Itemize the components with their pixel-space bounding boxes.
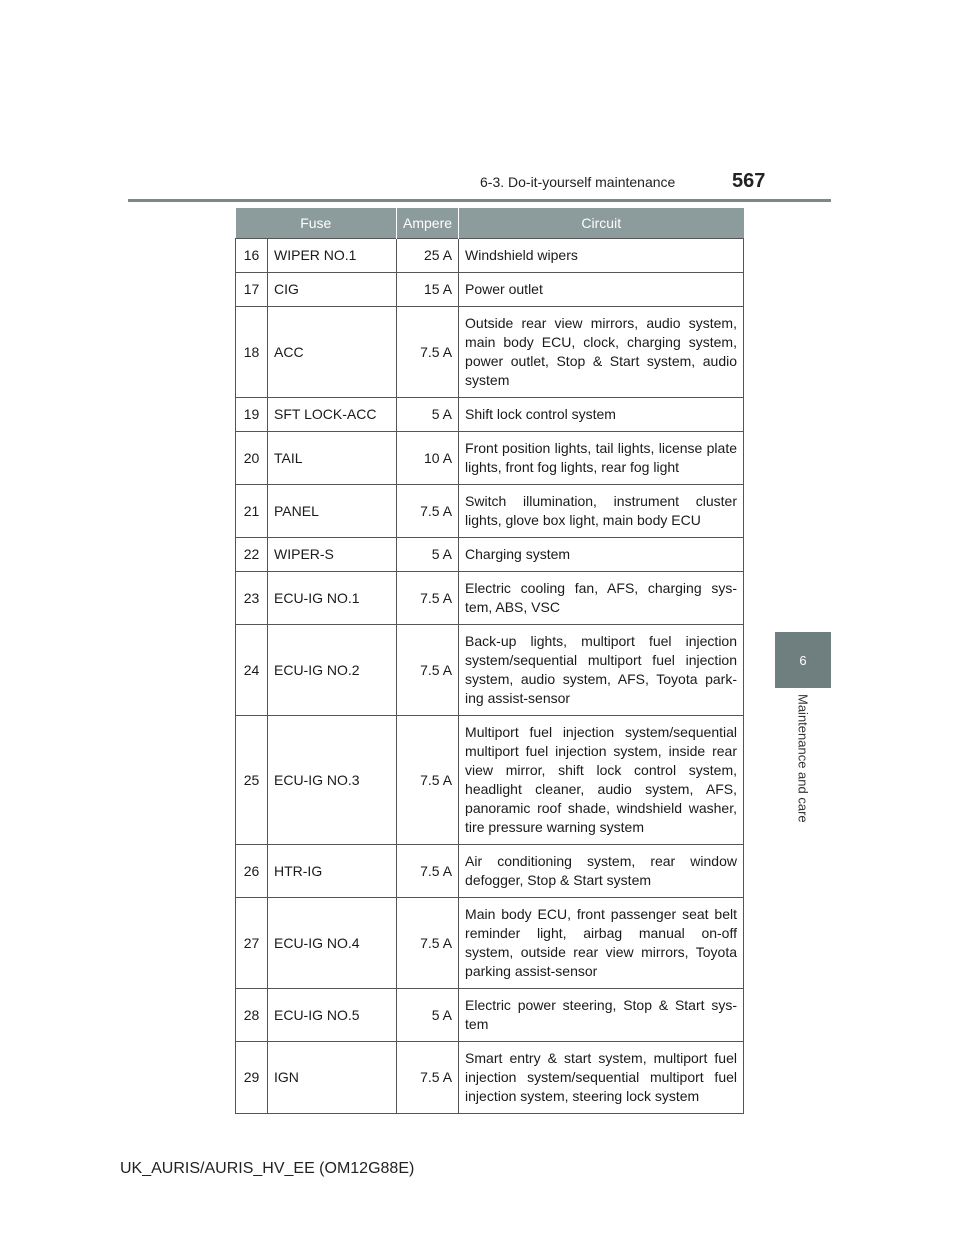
table-header-row — [236, 208, 744, 239]
fuse-circuit: Back-up lights, multiport fuel injection system/sequential multiport fuel injection system, audio system, AFS, Toyota park- ing assist-sensor — [459, 625, 744, 716]
fuse-name: SFT LOCK-ACC — [268, 398, 397, 432]
fuse-name: ECU-IG NO.1 — [268, 572, 397, 625]
fuse-ampere: 25 A — [397, 239, 459, 273]
column-header-ampere: Ampere — [397, 208, 459, 239]
fuse-name: PANEL — [268, 485, 397, 538]
fuse-ampere: 7.5 A — [397, 716, 459, 845]
fuse-circuit: Windshield wipers — [459, 239, 744, 273]
fuse-table-body — [236, 239, 744, 1114]
chapter-label — [775, 694, 831, 844]
fuse-ampere: 7.5 A — [397, 307, 459, 398]
chapter-number: 6 — [799, 652, 807, 668]
table-row — [236, 307, 744, 398]
fuse-number: 27 — [236, 898, 268, 989]
document-code: UK_AURIS/AURIS_HV_EE (OM12G88E) — [120, 1160, 415, 1177]
fuse-circuit: Air conditioning system, rear window defogger, Stop & Start system — [459, 845, 744, 898]
fuse-number: 18 — [236, 307, 268, 398]
fuse-number: 24 — [236, 625, 268, 716]
fuse-circuit: Switch illumination, instrument cluster lights, glove box light, main body ECU — [459, 485, 744, 538]
fuse-circuit: Smart entry & start system, multiport fuel injection system/sequential multiport fuel injection system, steering lock system — [459, 1042, 744, 1114]
fuse-number: 25 — [236, 716, 268, 845]
fuse-number: 21 — [236, 485, 268, 538]
fuse-circuit: Main body ECU, front passenger seat belt reminder light, airbag manual on-off system, outside rear view mirrors, Toyota parking assist-sensor — [459, 898, 744, 989]
fuse-ampere: 5 A — [397, 989, 459, 1042]
fuse-ampere: 10 A — [397, 432, 459, 485]
fuse-circuit: Multiport fuel injection system/sequential multiport fuel injection system, inside rear view mirror, shift lock control system, headlight cleaner, audio system, AFS, panoramic roof shade, windshield washer, tire pressure warning system — [459, 716, 744, 845]
chapter-label-text: Maintenance and care — [795, 694, 811, 823]
table-row — [236, 716, 744, 845]
column-header-fuse: Fuse — [236, 208, 397, 239]
fuse-name: ACC — [268, 307, 397, 398]
fuse-number: 22 — [236, 538, 268, 572]
column-header-circuit: Circuit — [459, 208, 744, 239]
fuse-number: 19 — [236, 398, 268, 432]
fuse-name: IGN — [268, 1042, 397, 1114]
table-row — [236, 432, 744, 485]
fuse-number: 16 — [236, 239, 268, 273]
fuse-circuit: Shift lock control system — [459, 398, 744, 432]
fuse-circuit: Outside rear view mirrors, audio system, main body ECU, clock, charging system, power outlet, Stop & Start system, audio system — [459, 307, 744, 398]
table-row — [236, 625, 744, 716]
fuse-ampere: 7.5 A — [397, 845, 459, 898]
fuse-number: 28 — [236, 989, 268, 1042]
table-row — [236, 898, 744, 989]
fuse-number: 20 — [236, 432, 268, 485]
fuse-number: 29 — [236, 1042, 268, 1114]
table-row — [236, 538, 744, 572]
table-row — [236, 239, 744, 273]
section-title: 6-3. Do-it-yourself maintenance — [480, 174, 676, 190]
fuse-name: ECU-IG NO.3 — [268, 716, 397, 845]
fuse-ampere: 7.5 A — [397, 572, 459, 625]
table-row — [236, 845, 744, 898]
fuse-circuit: Electric power steering, Stop & Start sys- tem — [459, 989, 744, 1042]
fuse-circuit: Front position lights, tail lights, license plate lights, front fog lights, rear fog light — [459, 432, 744, 485]
fuse-ampere: 7.5 A — [397, 898, 459, 989]
fuse-number: 26 — [236, 845, 268, 898]
fuse-circuit: Charging system — [459, 538, 744, 572]
fuse-circuit: Electric cooling fan, AFS, charging sys- tem, ABS, VSC — [459, 572, 744, 625]
fuse-name: WIPER NO.1 — [268, 239, 397, 273]
fuse-table — [235, 208, 744, 1114]
fuse-number: 17 — [236, 273, 268, 307]
fuse-name: TAIL — [268, 432, 397, 485]
fuse-name: CIG — [268, 273, 397, 307]
fuse-name: ECU-IG NO.5 — [268, 989, 397, 1042]
fuse-ampere: 5 A — [397, 398, 459, 432]
fuse-circuit: Power outlet — [459, 273, 744, 307]
fuse-ampere: 7.5 A — [397, 1042, 459, 1114]
table-row — [236, 398, 744, 432]
fuse-name: WIPER-S — [268, 538, 397, 572]
fuse-name: HTR-IG — [268, 845, 397, 898]
header-divider — [128, 199, 831, 202]
page-number: 567 — [732, 170, 766, 192]
table-row — [236, 273, 744, 307]
table-row — [236, 485, 744, 538]
fuse-ampere: 7.5 A — [397, 625, 459, 716]
fuse-ampere: 15 A — [397, 273, 459, 307]
table-row — [236, 572, 744, 625]
table-row — [236, 1042, 744, 1114]
fuse-number: 23 — [236, 572, 268, 625]
chapter-tab[interactable] — [775, 632, 831, 688]
fuse-name: ECU-IG NO.2 — [268, 625, 397, 716]
fuse-name: ECU-IG NO.4 — [268, 898, 397, 989]
fuse-ampere: 5 A — [397, 538, 459, 572]
table-row — [236, 989, 744, 1042]
fuse-ampere: 7.5 A — [397, 485, 459, 538]
